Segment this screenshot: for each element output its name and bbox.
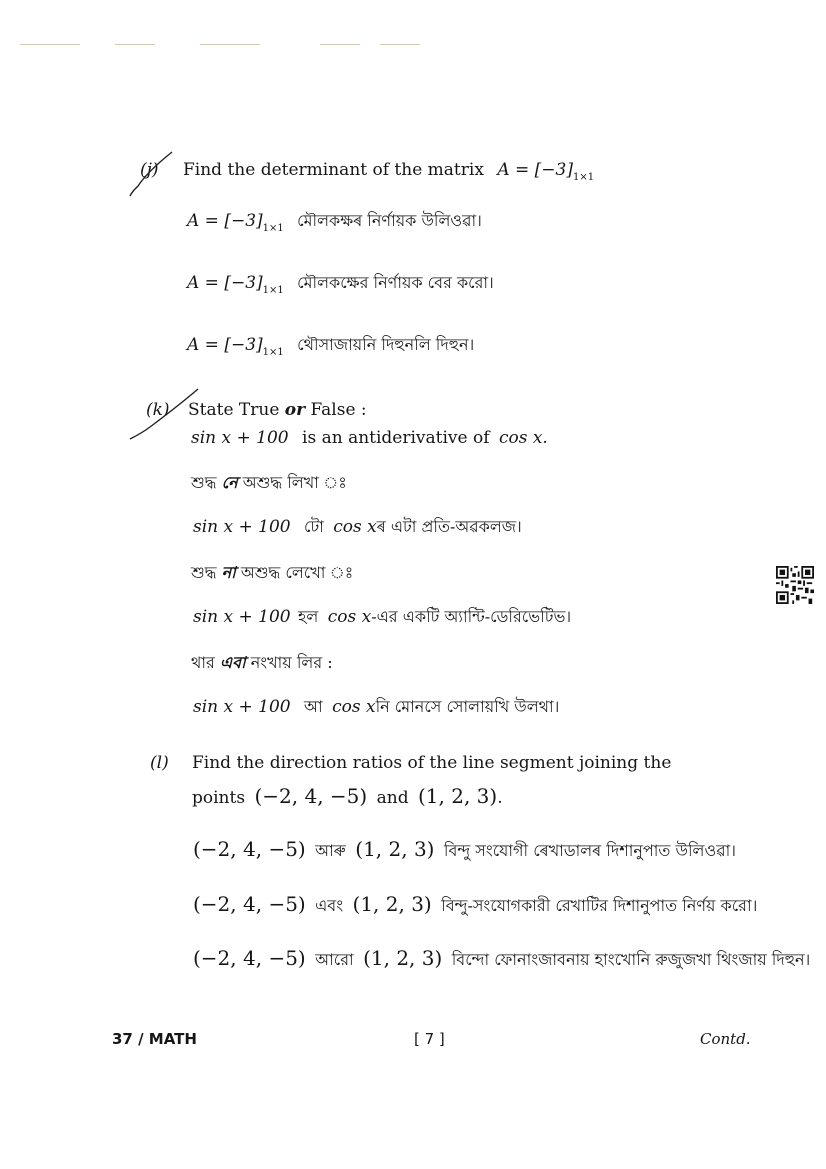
bengali-line xyxy=(193,604,571,631)
bengali-text: মৌলকক্ষের নির্ণায়ক বের করো। xyxy=(297,273,494,292)
matrix-order: 1×1 xyxy=(262,285,284,296)
cos-expression: cos x xyxy=(332,697,376,717)
point-1: (−2, 4, −5) xyxy=(193,946,306,970)
paper-code: 37 / MATH xyxy=(112,1030,197,1048)
bodo-line xyxy=(193,946,810,974)
function-expression: sin x + 100 xyxy=(193,697,291,717)
question-label: (j) xyxy=(140,160,159,180)
function-expression: sin x + 100 xyxy=(191,428,289,448)
title-part: State True xyxy=(188,400,280,420)
prompt-part: থার xyxy=(191,653,215,672)
question-english: Find the determinant of the matrix xyxy=(183,160,484,180)
bodo-line xyxy=(187,332,474,359)
point-1: (−2, 4, −5) xyxy=(193,892,306,916)
matrix-expression: A = [−3] xyxy=(187,273,263,293)
bengali-text: হল xyxy=(298,607,319,626)
bodo-line xyxy=(193,694,559,721)
english-text: is an antiderivative of xyxy=(302,428,490,448)
question-english-line2 xyxy=(192,784,503,808)
matrix-order: 1×1 xyxy=(262,223,284,234)
question-english-line1: Find the direction ratios of the line segment joining the xyxy=(192,753,672,773)
question-english xyxy=(191,428,548,448)
bodo-text: আ xyxy=(304,697,323,716)
prompt-or: এবা xyxy=(219,653,246,672)
question-label: (k) xyxy=(146,400,170,420)
bodo-text: আরো xyxy=(315,950,354,969)
point-2: (1, 2, 3) xyxy=(355,837,435,861)
qr-code xyxy=(776,566,814,604)
bodo-prompt xyxy=(191,650,333,677)
matrix-expression: A = [−3] xyxy=(187,335,263,355)
point-1: (−2, 4, −5) xyxy=(254,784,368,808)
bengali-line xyxy=(193,892,757,920)
cos-expression: cos x. xyxy=(498,428,548,448)
function-expression: sin x + 100 xyxy=(193,517,291,537)
prompt-part: অশুদ্ধ লেখো ঃ xyxy=(240,563,354,582)
bodo-text: থৌসাজায়নি দিহুনলি দিহুন। xyxy=(297,335,475,354)
prompt-or: না xyxy=(221,563,236,582)
english-text: and xyxy=(376,788,409,808)
assamese-text: ৰ এটা প্ৰতি-অৱকলজ। xyxy=(376,517,522,536)
assamese-line xyxy=(187,208,482,235)
bengali-prompt xyxy=(191,560,353,587)
assamese-text: আৰু xyxy=(315,841,346,860)
assamese-text: মৌলকক্ষৰ নিৰ্ণায়ক উলিওৱা। xyxy=(297,211,482,230)
matrix-expression: A = [−3] xyxy=(497,160,573,180)
prompt-part: শুদ্ধ xyxy=(191,473,217,492)
english-text: points xyxy=(192,788,246,808)
matrix-order: 1×1 xyxy=(572,172,595,183)
bengali-text: বিন্দু-সংযোগকারী রেখাটির দিশানুপাত নির্ণয় করো। xyxy=(441,896,758,915)
continued-label: Contd. xyxy=(700,1030,751,1048)
cos-expression: cos x xyxy=(327,607,372,627)
bengali-text: এবং xyxy=(315,896,344,915)
prompt-part: অশুদ্ধ লিখা ঃ xyxy=(242,473,347,492)
point-2: (1, 2, 3) xyxy=(363,946,443,970)
title-or: or xyxy=(284,400,306,420)
prompt-part: নংখায় লির : xyxy=(250,653,333,672)
assamese-line xyxy=(193,514,522,541)
bodo-text: বিন্দো ফোনাংজাবনায় হাংখোনি রুজুজখা থিংজায় দিহুন। xyxy=(451,950,811,969)
bengali-text: -এর একটি অ্যান্টি-ডেরিভেটিভ। xyxy=(371,607,572,626)
matrix-order: 1×1 xyxy=(262,347,284,358)
bengali-line xyxy=(187,270,494,297)
question-text xyxy=(183,160,594,183)
assamese-text: বিন্দু সংযোগী ৰেখাডালৰ দিশানুপাত উলিওৱা। xyxy=(443,841,736,860)
point-2: (1, 2, 3) xyxy=(417,784,498,808)
point-2: (1, 2, 3) xyxy=(352,892,432,916)
assamese-prompt xyxy=(191,470,347,497)
function-expression: sin x + 100 xyxy=(193,607,291,627)
title-part: False : xyxy=(310,400,367,420)
english-text: . xyxy=(497,788,503,808)
assamese-line xyxy=(193,837,736,865)
prompt-or: নে xyxy=(221,473,238,492)
prompt-part: শুদ্ধ xyxy=(191,563,217,582)
question-title xyxy=(188,400,367,420)
tick-mark xyxy=(124,150,174,200)
assamese-text: টো xyxy=(304,517,324,536)
cos-expression: cos x xyxy=(333,517,377,537)
page-number: [ 7 ] xyxy=(414,1030,445,1048)
top-scan-line xyxy=(20,44,420,46)
matrix-expression: A = [−3] xyxy=(187,211,263,231)
bodo-text: নি মোনসে সোলায়খি উলথা। xyxy=(375,697,560,716)
point-1: (−2, 4, −5) xyxy=(193,837,306,861)
question-label: (l) xyxy=(150,753,169,773)
